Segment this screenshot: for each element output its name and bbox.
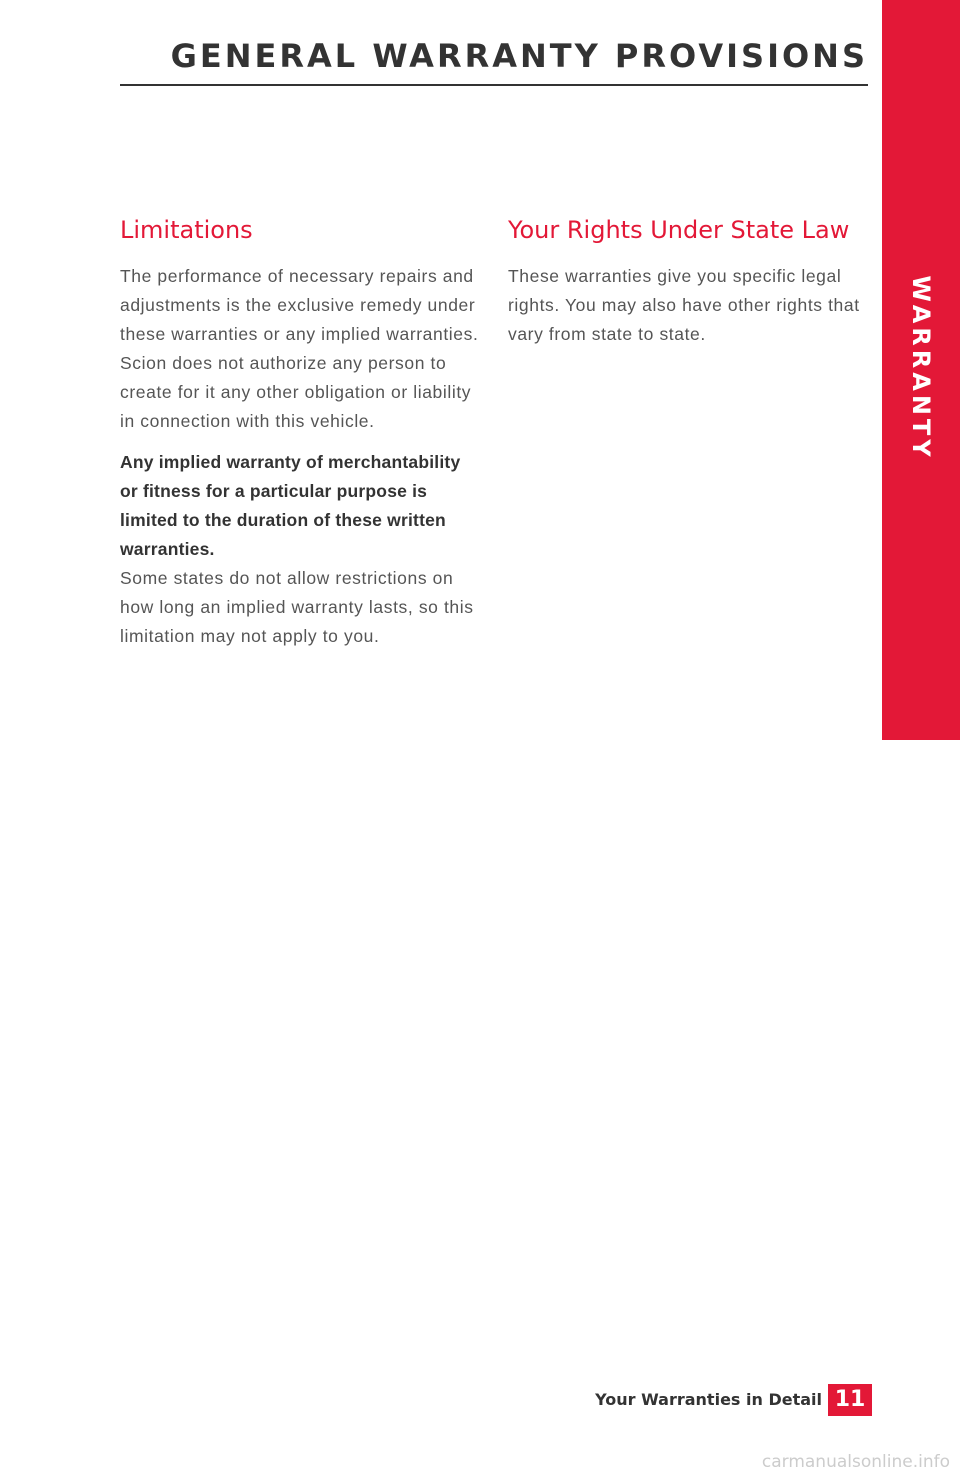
side-tab-label: WARRANTY xyxy=(907,275,935,461)
footer-section-label: Your Warranties in Detail xyxy=(595,1390,822,1409)
limitations-paragraph-1: The performance of necessary repairs and adjustments is the exclusive remedy under these warranties or any implied warranties. Scion does not authorize any person to create for it any other obligation or liability in connection with this vehicle. xyxy=(120,266,479,431)
watermark: carmanualsonline.info xyxy=(761,1452,950,1472)
limitations-bold-statement: Any implied warranty of merchantability or fitness for a particular purpose is limited to the duration of these written warranties. xyxy=(120,452,461,559)
page-title: GENERAL WARRANTY PROVISIONS xyxy=(170,37,868,75)
limitations-column xyxy=(120,212,482,663)
page-number: 11 xyxy=(828,1384,872,1416)
section-side-tab xyxy=(882,0,960,740)
limitations-heading: Limitations xyxy=(120,216,253,244)
state-law-paragraph: These warranties give you specific legal rights. You may also have other rights that vary from state to state. xyxy=(508,266,860,344)
state-law-column xyxy=(508,212,870,361)
header-divider xyxy=(120,84,868,86)
limitations-paragraph-2: Some states do not allow restrictions on how long an implied warranty lasts, so this limitation may not apply to you. xyxy=(120,568,474,646)
state-law-heading: Your Rights Under State Law xyxy=(508,216,850,244)
